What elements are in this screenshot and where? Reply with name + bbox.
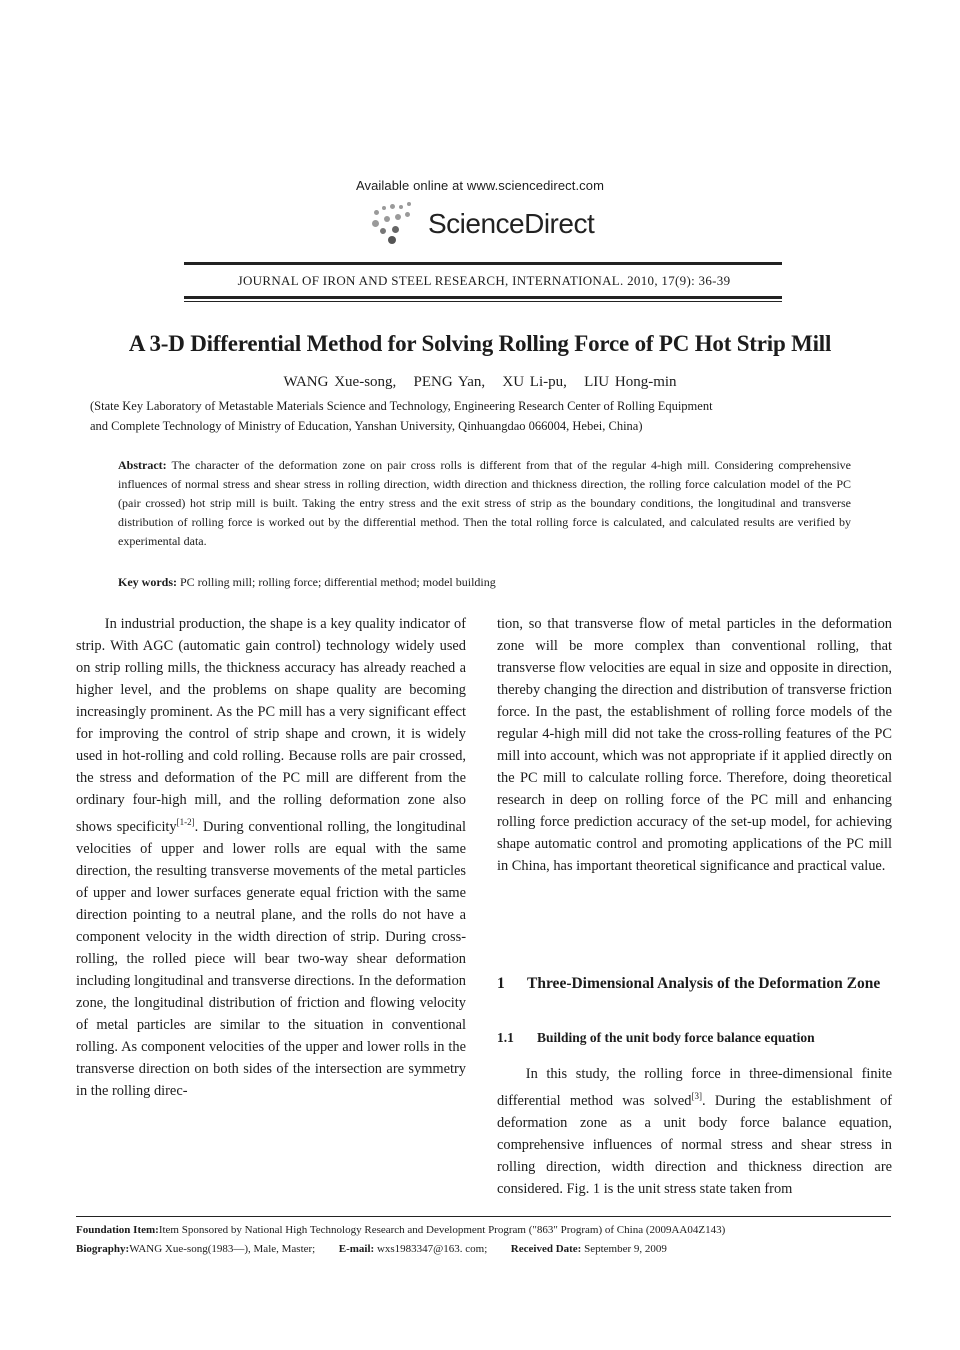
email-label: E-mail:: [338, 1243, 375, 1255]
available-online-text: Available online at www.sciencedirect.com: [355, 178, 605, 193]
body-left-column: [76, 613, 466, 1102]
intro-text-a: In industrial production, the shape is a key quality indicator of strip. With AGC (automatic gain control) technology widely used on strip rolling mills, the thickness accuracy has already reached a higher level, and the problems on shape quality are becoming increasingly prominent. As the PC mill has a very significant effect for improving the control of strip shape and crown, it is widely used in hot-rolling and cold rolling. Because rolls are pair crossed, the stress and deformation of the PC mill are different from the ordinary four-high mill, and the rolling deformation zone also shows specificity: [76, 616, 466, 835]
subsection-heading: [497, 1030, 892, 1046]
citation-ref-3: [3]: [691, 1091, 702, 1101]
journal-citation: JOURNAL OF IRON AND STEEL RESEARCH, INTERNATIONAL. 2010, 17(9): 36-39: [237, 273, 731, 288]
footnote-rule: [76, 1216, 891, 1217]
journal-rule-top: [184, 262, 782, 265]
citation-ref: [1-2]: [176, 817, 195, 827]
sciencedirect-logo: [368, 202, 608, 248]
section-text-b: . During the establishment of deformation zone as a unit body force balance equation, comprehensive influences of normal stress and shear stress in rolling direction, width direction and thickness direction are considered. Fig. 1 is the unit stress state taken from: [497, 1092, 892, 1197]
section-number: 1: [497, 975, 505, 992]
subsection-title: Building of the unit body force balance equation: [537, 1030, 815, 1045]
subsection-number: 1.1: [497, 1030, 514, 1045]
email-text: wxs1983347@163. com;: [376, 1243, 488, 1255]
section-paragraph: [497, 1063, 892, 1200]
keywords: [118, 575, 851, 590]
received-label: Received Date:: [510, 1243, 582, 1255]
foundation-text: Item Sponsored by National High Technology Research and Development Program ("863" Program) of China (2009AA04Z143): [158, 1224, 726, 1236]
keywords-label: Key words:: [118, 575, 177, 589]
intro-paragraph-continued: tion, so that transverse flow of metal particles in the deformation zone will be more complex than conventional rolling, that transverse flow velocities are equal in size and opposite in direction, thereby changing the direction and distribution of transverse friction force. In the past, the establishment of rolling force models of the regular 4-high mill did not take the cross-rolling features of the PC mill into account, which was not appropriate if it applied directly on the PC mill to calculate rolling force. Therefore, doing theoretical research in deep on rolling force of the PC mill and enhancing rolling force prediction accuracy of the set-up model, for achieving shape automatic control and promoting applications of the PC mill in China, has important theoretical significance and practical value.: [497, 616, 892, 874]
journal-rule-bottom-thin: [184, 301, 782, 302]
keywords-text: PC rolling mill; rolling force; differential method; model building: [177, 575, 496, 589]
section-text-a: In this study, the rolling force in three-dimensional finite differential method was solved: [497, 1066, 892, 1109]
received-text: September 9, 2009: [584, 1243, 667, 1255]
biography-text: WANG Xue-song(1983—), Male, Master;: [129, 1243, 316, 1255]
biography-label: Biography:: [76, 1243, 130, 1255]
section-title: Three-Dimensional Analysis of the Deformation Zone: [527, 975, 881, 992]
body-right-column: [497, 613, 892, 877]
journal-rule-bottom: [184, 296, 782, 299]
author-list: WANG Xue-song, PENG Yan, XU Li-pu, LIU Hong-min: [283, 374, 677, 390]
biography-line: [76, 1243, 891, 1255]
section-heading: [497, 972, 892, 996]
logo-dots-icon: [368, 202, 422, 246]
abstract: [118, 456, 851, 551]
foundation-label: Foundation Item:: [76, 1224, 159, 1236]
affiliation-line-2: and Complete Technology of Ministry of Education, Yanshan University, Qinhuangdao 066004, Hebei, China): [90, 419, 643, 433]
abstract-text: The character of the deformation zone on pair cross rolls is different from that of the regular 4-high mill. Considering comprehensive influences of normal stress and shear stress in rolling direction, width direction and thickness direction, the rolling force calculation model of the PC (pair crossed) hot strip mill is built. Taking the entry stress and the exit stress of strip as the boundary conditions, the longitudinal and transverse distribution of rolling force is worked out by the differential method. Then the total rolling force is calculated, and calculated results are verified by experimental data.: [118, 458, 851, 548]
foundation-item: [76, 1224, 891, 1236]
intro-paragraph: [76, 613, 466, 1102]
affiliation-line-1: (State Key Laboratory of Metastable Materials Science and Technology, Engineering Research Center of Rolling Equipment: [90, 399, 713, 413]
logo-wordmark: ScienceDirect: [428, 208, 595, 239]
paper-title: A 3-D Differential Method for Solving Rolling Force of PC Hot Strip Mill: [128, 331, 832, 356]
section-body: [497, 1063, 892, 1200]
intro-text-b: . During conventional rolling, the longitudinal velocities of upper and lower rolls are equal with the same direction, the resulting transverse movements of the metal particles of upper and lower surfaces generate equal friction with the same direction pointing to a neutral plane, and the rolls do not have a component velocity in the width direction of strip. During cross-rolling, the rolled piece will bear two-way shear deformation including longitudinal and transverse directions. In the deformation zone, the longitudinal distribution of friction and flowing velocity of metal particles are similar to the situation in conventional rolling. As component velocities of the upper and lower rolls in the transverse direction on both sides of the intersection are symmetry in the rolling direc-: [76, 818, 466, 1099]
abstract-label: Abstract:: [118, 458, 167, 472]
